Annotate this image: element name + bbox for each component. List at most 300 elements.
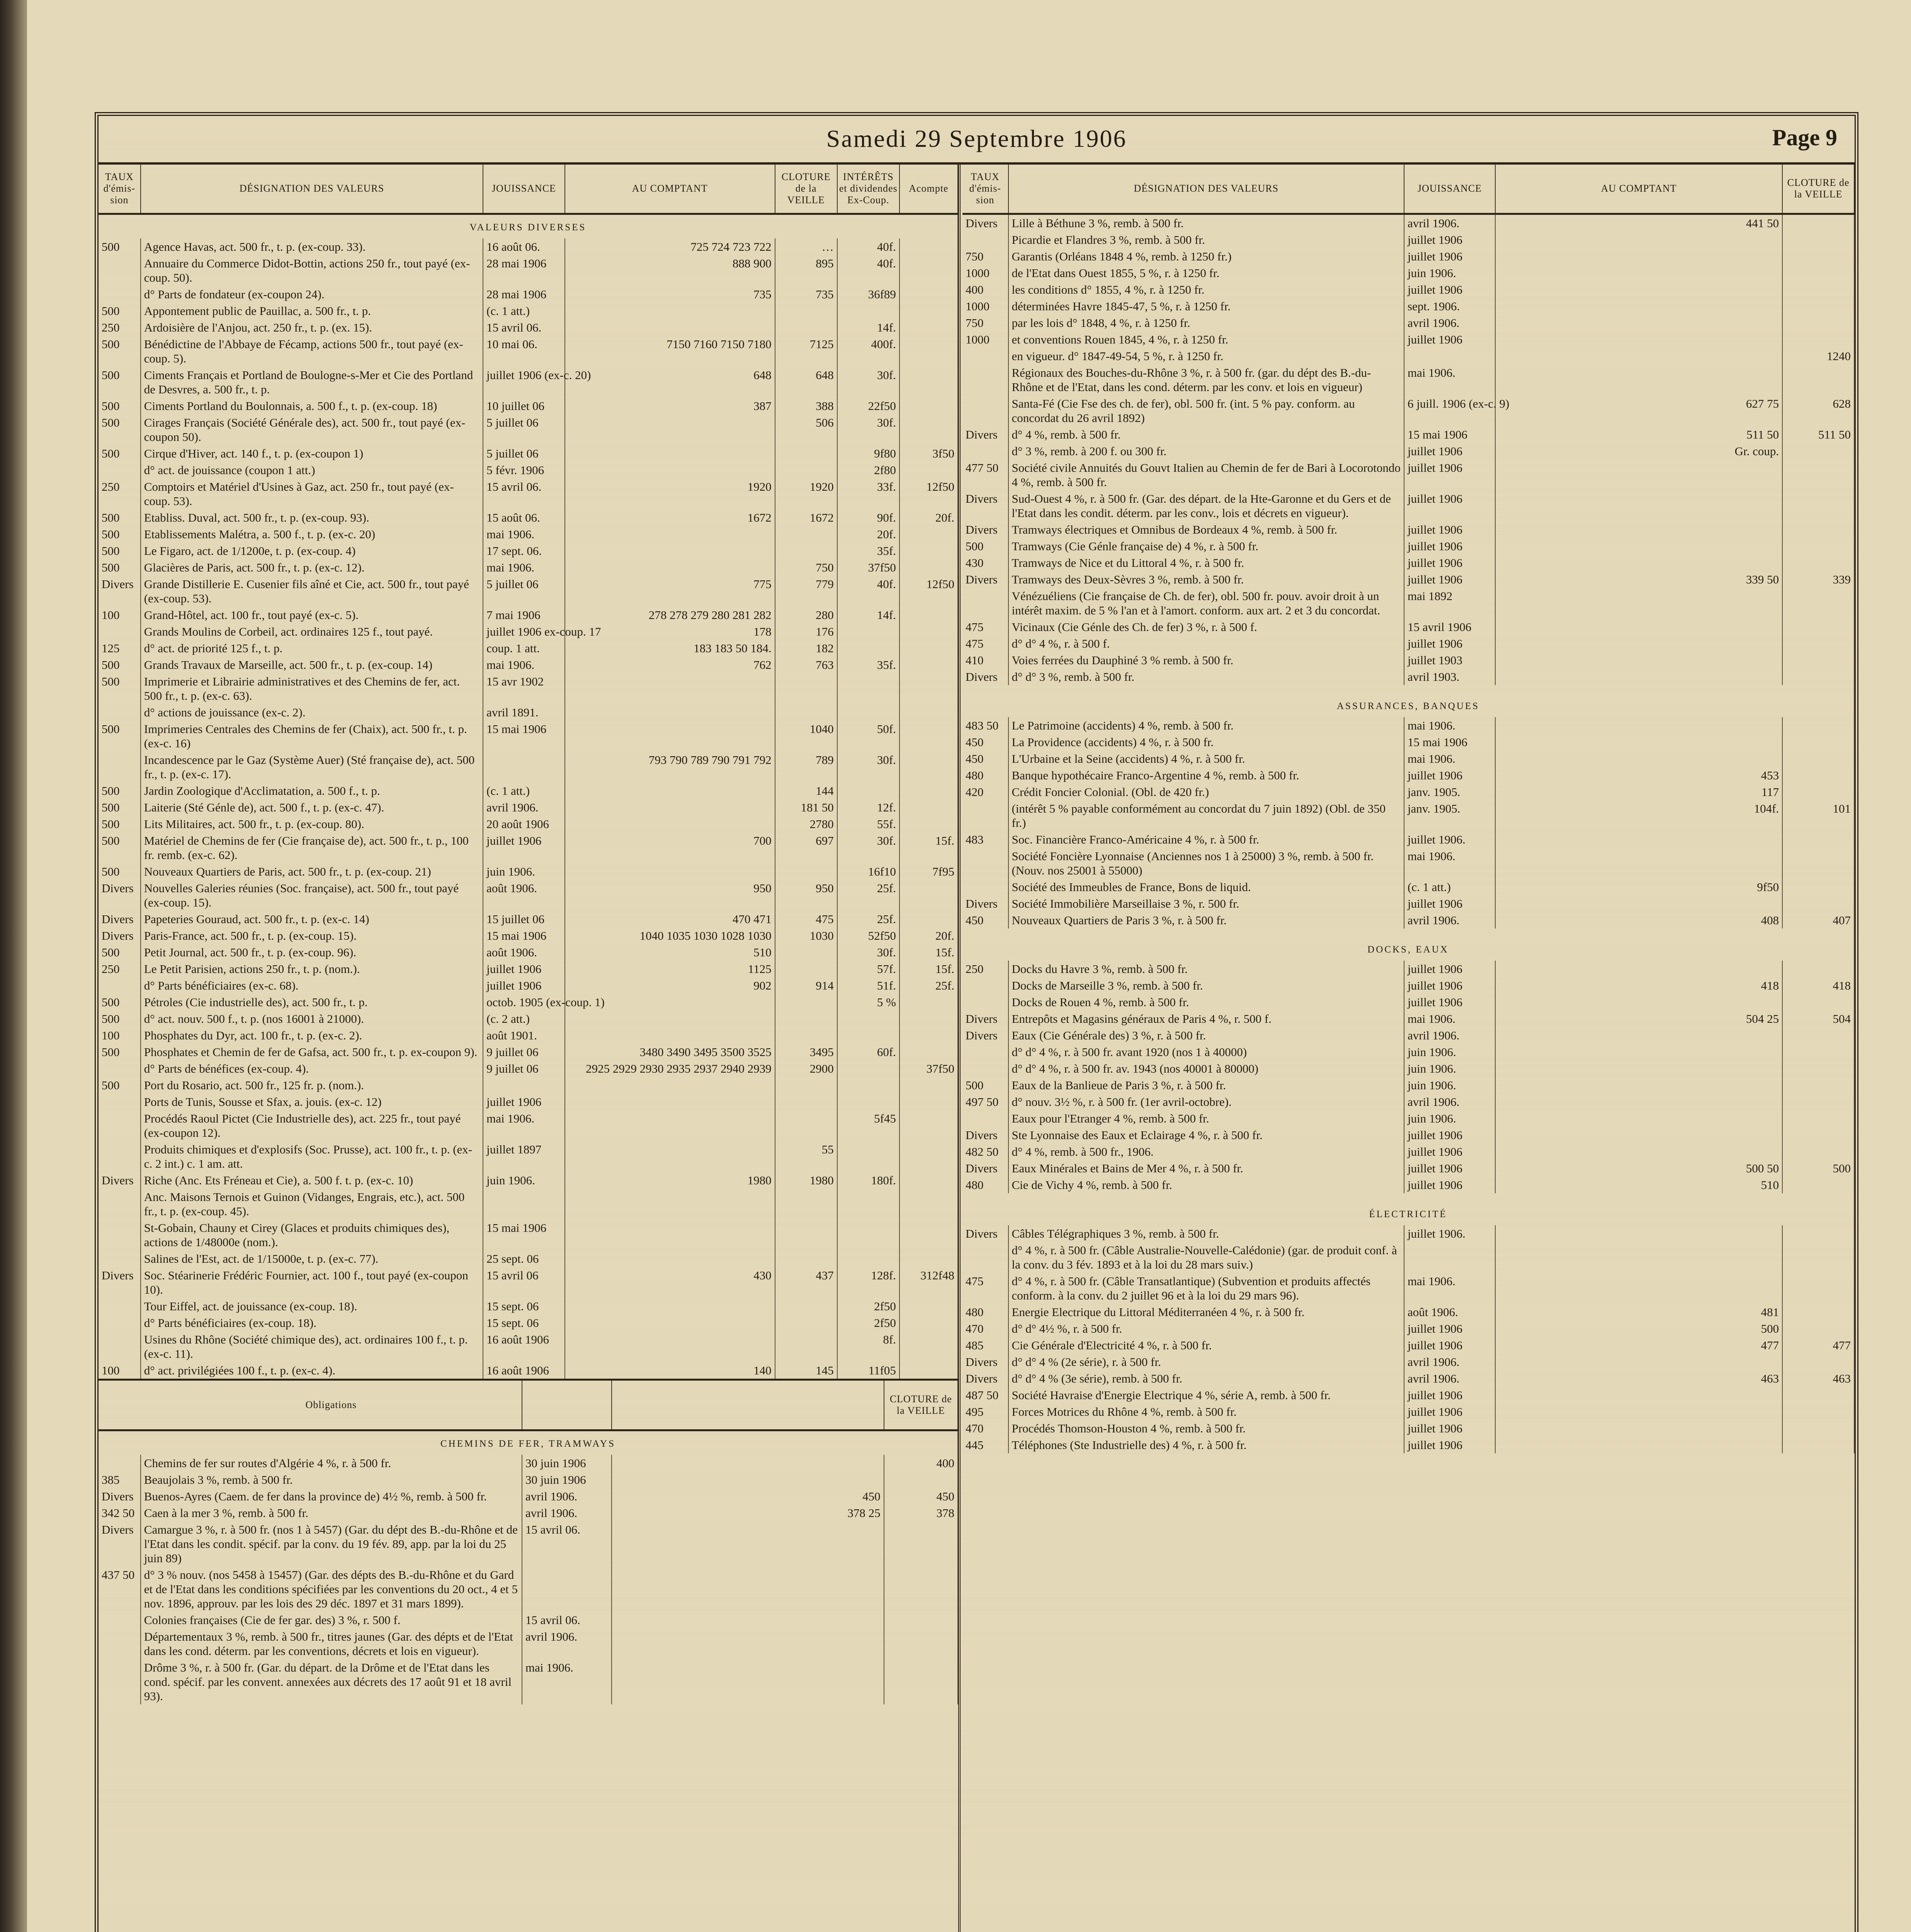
- cloture-cell: 511 50: [1782, 426, 1854, 443]
- comptant-cell: 378 25: [612, 1505, 884, 1521]
- cloture-cell: [884, 1659, 958, 1704]
- quote-row: [962, 1077, 1854, 1094]
- cloture-cell: 500: [1782, 1160, 1854, 1177]
- quote-row: [99, 1298, 958, 1315]
- comptant-cell: 1920: [565, 478, 775, 509]
- quote-row: [99, 961, 958, 977]
- comptant-cell: [565, 721, 775, 752]
- cloture-cell: 1672: [775, 509, 837, 526]
- quote-row: [99, 1250, 958, 1267]
- acompte-cell: [899, 1044, 958, 1060]
- quote-row: [962, 443, 1854, 459]
- jouissance-cell: (c. 1 att.): [483, 782, 565, 799]
- quote-row: [99, 255, 958, 286]
- comptant-cell: 450: [612, 1488, 884, 1505]
- acompte-cell: [899, 911, 958, 927]
- jouissance-cell: [1404, 348, 1495, 364]
- cloture-cell: 2780: [775, 816, 837, 832]
- comptant-cell: [1495, 831, 1782, 848]
- acompte-cell: [899, 1250, 958, 1267]
- jouissance-cell: juin 1906.: [1404, 1077, 1495, 1094]
- excoup-cell: [837, 782, 899, 799]
- excoup-cell: 50f.: [837, 721, 899, 752]
- acompte-cell: [899, 336, 958, 367]
- jouissance-cell: 15 avril 06.: [483, 319, 565, 336]
- jouissance-cell: juillet 1906: [1404, 1160, 1495, 1177]
- designation-cell: d° Parts bénéficiaires (ex-coup. 18).: [141, 1315, 483, 1331]
- taux-cell: Divers: [99, 1488, 141, 1505]
- cloture-cell: 950: [775, 880, 837, 911]
- comptant-cell: [1495, 1387, 1782, 1403]
- designation-cell: d° Parts de bénéfices (ex-coup. 4).: [141, 1060, 483, 1077]
- quote-row: [962, 490, 1854, 521]
- taux-cell: [99, 623, 141, 640]
- comptant-cell: [1495, 652, 1782, 668]
- quote-row: [962, 1337, 1854, 1354]
- quote-row: [99, 1488, 958, 1505]
- designation-cell: Anc. Maisons Ternois et Guinon (Vidanges, Engrais, etc.), act. 500 fr., t. p. (ex-coup. 45).: [141, 1189, 483, 1219]
- taux-cell: 470: [962, 1320, 1008, 1337]
- jouissance-cell: 16 août 1906: [483, 1331, 565, 1362]
- designation-cell: (intérêt 5 % payable conformément au concordat du 7 juin 1892) (Obl. de 350 fr.): [1008, 800, 1404, 831]
- taux-cell: 500: [99, 782, 141, 799]
- taux-cell: Divers: [962, 521, 1008, 538]
- quote-row: [99, 576, 958, 607]
- section-heading-row: [99, 1430, 958, 1455]
- comptant-cell: 510: [565, 944, 775, 961]
- cloture-cell: [775, 704, 837, 721]
- left-header-row: [99, 164, 958, 214]
- quote-row: [99, 1010, 958, 1027]
- quote-row: [962, 879, 1854, 895]
- taux-cell: 250: [99, 961, 141, 977]
- spacer-row: [962, 1193, 1854, 1202]
- comptant-cell: [1495, 588, 1782, 619]
- jouissance-cell: 10 mai 06.: [483, 336, 565, 367]
- comptant-cell: 950: [565, 880, 775, 911]
- cloture-cell: 3495: [775, 1044, 837, 1060]
- comptant-cell: [1495, 490, 1782, 521]
- taux-cell: 450: [962, 912, 1008, 929]
- comptant-cell: [565, 1010, 775, 1027]
- cloture-cell: [775, 1298, 837, 1315]
- jouissance-cell: juillet 1906: [1404, 1320, 1495, 1337]
- jouissance-cell: juillet 1906: [1404, 521, 1495, 538]
- quote-row: [962, 619, 1854, 635]
- designation-cell: Eaux (Cie Générale des) 3 %, r. à 500 fr.: [1008, 1027, 1404, 1044]
- designation-cell: déterminées Havre 1845-47, 5 %, r. à 1250 fr.: [1008, 298, 1404, 315]
- taux-cell: 1000: [962, 298, 1008, 315]
- spacer-row: [962, 929, 1854, 937]
- designation-cell: en vigueur. d° 1847-49-54, 5 %, r. à 1250 fr.: [1008, 348, 1404, 364]
- taux-cell: [962, 1060, 1008, 1077]
- designation-cell: Cie de Vichy 4 %, remb. à 500 fr.: [1008, 1177, 1404, 1193]
- quote-row: [99, 1521, 958, 1566]
- taux-cell: Divers: [962, 426, 1008, 443]
- quote-row: [99, 623, 958, 640]
- cloture-cell: [1782, 331, 1854, 348]
- taux-cell: Divers: [962, 214, 1008, 232]
- designation-cell: d° d° 4 %, r. à 500 f.: [1008, 635, 1404, 652]
- acompte-cell: [899, 543, 958, 559]
- taux-cell: [99, 1315, 141, 1331]
- quote-row: [99, 1141, 958, 1172]
- cloture-cell: [775, 1189, 837, 1219]
- jouissance-cell: juillet 1906: [1404, 977, 1495, 994]
- comptant-cell: [1495, 668, 1782, 685]
- taux-cell: Divers: [99, 1521, 141, 1566]
- taux-cell: 485: [962, 1337, 1008, 1354]
- jouissance-cell: avril 1891.: [483, 704, 565, 721]
- left-quotes-table: [99, 164, 958, 1379]
- taux-cell: Divers: [99, 1172, 141, 1189]
- taux-cell: 750: [962, 248, 1008, 265]
- taux-cell: 500: [99, 1044, 141, 1060]
- quote-row: [99, 752, 958, 782]
- left-body: [99, 214, 958, 1379]
- col-designation-right: DÉSIGNATION DES VALEURS: [1008, 164, 1404, 214]
- designation-cell: d° act. de priorité 125 f., t. p.: [141, 640, 483, 656]
- cloture-cell: [1782, 784, 1854, 800]
- acompte-cell: [899, 607, 958, 623]
- quote-row: [99, 704, 958, 721]
- comptant-cell: 888 900: [565, 255, 775, 286]
- designation-cell: Grands Moulins de Corbeil, act. ordinaires 125 f., tout payé.: [141, 623, 483, 640]
- quote-row: [99, 640, 958, 656]
- cloture-cell: [1782, 1354, 1854, 1370]
- cloture-cell: 750: [775, 559, 837, 576]
- comptant-cell: [1495, 619, 1782, 635]
- designation-cell: d° 4 %, r. à 500 fr. (Câble Transatlantique) (Subvention et produits affectés conform. à la conv. du 2 juillet 96 et à la loi du 29 mars 96).: [1008, 1273, 1404, 1304]
- acompte-cell: [899, 782, 958, 799]
- comptant-cell: [1495, 1403, 1782, 1420]
- designation-cell: Petit Journal, act. 500 fr., t. p. (ex-coup. 96).: [141, 944, 483, 961]
- excoup-cell: 12f.: [837, 799, 899, 816]
- jouissance-cell: août 1901.: [483, 1027, 565, 1044]
- designation-cell: d° act. de jouissance (coupon 1 att.): [141, 462, 483, 478]
- cloture-cell: [1782, 668, 1854, 685]
- cloture-cell: 1920: [775, 478, 837, 509]
- taux-cell: 480: [962, 1177, 1008, 1193]
- quote-row: [962, 1242, 1854, 1273]
- taux-cell: 500: [962, 1077, 1008, 1094]
- comptant-cell: 504 25: [1495, 1010, 1782, 1027]
- excoup-cell: 57f.: [837, 961, 899, 977]
- cloture-cell: [775, 1027, 837, 1044]
- taux-cell: [99, 704, 141, 721]
- jouissance-cell: 15 mai 1906: [1404, 734, 1495, 750]
- cloture-cell: [1782, 1437, 1854, 1453]
- taux-cell: 430: [962, 554, 1008, 571]
- taux-cell: 250: [99, 478, 141, 509]
- obligations-table: [99, 1381, 958, 1704]
- jouissance-cell: [483, 752, 565, 782]
- quote-row: [99, 1331, 958, 1362]
- quote-row: [962, 784, 1854, 800]
- acompte-cell: [899, 721, 958, 752]
- excoup-cell: 90f.: [837, 509, 899, 526]
- cloture-cell: [1782, 459, 1854, 490]
- jouissance-cell: [1404, 1242, 1495, 1273]
- quote-row: [962, 538, 1854, 554]
- quote-row: [962, 668, 1854, 685]
- taux-cell: 475: [962, 1273, 1008, 1304]
- designation-cell: La Providence (accidents) 4 %, r. à 500 fr.: [1008, 734, 1404, 750]
- excoup-cell: [837, 1077, 899, 1094]
- comptant-cell: [565, 799, 775, 816]
- taux-cell: 500: [99, 509, 141, 526]
- jouissance-cell: janv. 1905.: [1404, 800, 1495, 831]
- jouissance-cell: juillet 1906: [483, 977, 565, 994]
- cloture-cell: 735: [775, 286, 837, 303]
- page-number: Page 9: [1772, 125, 1837, 150]
- quote-row: [962, 831, 1854, 848]
- jouissance-cell: avril 1906.: [522, 1505, 612, 1521]
- jouissance-cell: 15 avril 06: [483, 1267, 565, 1298]
- excoup-cell: 30f.: [837, 752, 899, 782]
- excoup-cell: [837, 1250, 899, 1267]
- taux-cell: Divers: [962, 895, 1008, 912]
- quote-row: [962, 961, 1854, 977]
- quote-row: [962, 635, 1854, 652]
- acompte-cell: 12f50: [899, 576, 958, 607]
- quote-row: [99, 303, 958, 319]
- designation-cell: Société Havraise d'Energie Electrique 4 %, série A, remb. à 500 fr.: [1008, 1387, 1404, 1403]
- excoup-cell: 52f50: [837, 927, 899, 944]
- excoup-cell: 2f50: [837, 1315, 899, 1331]
- taux-cell: [99, 1219, 141, 1250]
- comptant-cell: [1495, 1110, 1782, 1127]
- col-taux-right: TAUX d'émis-sion: [962, 164, 1008, 214]
- col-excoup-label: Ex-Coup.: [847, 194, 889, 206]
- excoup-cell: 14f.: [837, 319, 899, 336]
- quote-row: [99, 816, 958, 832]
- comptant-cell: [565, 462, 775, 478]
- excoup-cell: [837, 1141, 899, 1172]
- cloture-cell: [1782, 961, 1854, 977]
- designation-cell: Cirque d'Hiver, act. 140 f., t. p. (ex-coupon 1): [141, 445, 483, 462]
- cloture-cell: 895: [775, 255, 837, 286]
- quote-row: [962, 800, 1854, 831]
- comptant-cell: [1495, 538, 1782, 554]
- page-header: [99, 116, 1855, 165]
- acompte-cell: [899, 1141, 958, 1172]
- excoup-cell: [837, 1094, 899, 1110]
- comptant-cell: 117: [1495, 784, 1782, 800]
- designation-cell: d° nouv. 3½ %, r. à 500 fr. (1er avril-octobre).: [1008, 1094, 1404, 1110]
- quote-row: [99, 478, 958, 509]
- comptant-cell: [1495, 298, 1782, 315]
- comptant-cell: 140: [565, 1362, 775, 1379]
- designation-cell: d° 4 %, r. à 500 fr. (Câble Australie-Nouvelle-Calédonie) (gar. de produit conf. à la conv. du 3 fév. 1893 et à la loi du 28 mars suiv.): [1008, 1242, 1404, 1273]
- cloture-cell: [1782, 879, 1854, 895]
- cloture-cell: [884, 1566, 958, 1612]
- quote-row: [962, 1160, 1854, 1177]
- excoup-cell: 35f.: [837, 543, 899, 559]
- cloture-cell: [1782, 364, 1854, 395]
- quote-row: [962, 977, 1854, 994]
- cloture-cell: 388: [775, 398, 837, 414]
- excoup-cell: 25f.: [837, 911, 899, 927]
- col-cloture: CLOTURE de la VEILLE: [775, 164, 837, 214]
- taux-cell: 500: [99, 673, 141, 704]
- designation-cell: Nouveaux Quartiers de Paris 3 %, r. à 500 fr.: [1008, 912, 1404, 929]
- comptant-cell: 700: [565, 832, 775, 863]
- taux-cell: 500: [99, 445, 141, 462]
- jouissance-cell: juillet 1906: [1404, 1127, 1495, 1143]
- jouissance-cell: 5 juillet 06: [483, 445, 565, 462]
- cloture-cell: [775, 1094, 837, 1110]
- jouissance-cell: 16 août 1906: [483, 1362, 565, 1379]
- cloture-cell: [1782, 895, 1854, 912]
- comptant-cell: [1495, 265, 1782, 281]
- taux-cell: Divers: [99, 911, 141, 927]
- quote-row: [99, 911, 958, 927]
- quote-row: [962, 214, 1854, 232]
- cloture-cell: [1782, 490, 1854, 521]
- comptant-cell: [565, 782, 775, 799]
- excoup-cell: [837, 673, 899, 704]
- col-interets: INTÉRÊTS et dividendes: [839, 171, 898, 194]
- jouissance-cell: [483, 1077, 565, 1094]
- acompte-cell: 15f.: [899, 832, 958, 863]
- comptant-cell: 511 50: [1495, 426, 1782, 443]
- quote-row: [99, 1612, 958, 1628]
- acompte-cell: [899, 623, 958, 640]
- designation-cell: Eaux Minérales et Bains de Mer 4 %, r. à 500 fr.: [1008, 1160, 1404, 1177]
- cloture-cell: [1782, 1060, 1854, 1077]
- taux-cell: 480: [962, 1304, 1008, 1320]
- cloture-cell: [1782, 315, 1854, 331]
- comptant-cell: [1495, 364, 1782, 395]
- quote-row: [99, 526, 958, 543]
- comptant-cell: 278 278 279 280 281 282: [565, 607, 775, 623]
- taux-cell: 480: [962, 767, 1008, 784]
- designation-cell: Banque hypothécaire Franco-Argentine 4 %, remb. à 500 fr.: [1008, 767, 1404, 784]
- quote-row: [99, 1027, 958, 1044]
- cloture-cell: [775, 1250, 837, 1267]
- cloture-cell: [1782, 443, 1854, 459]
- quote-row: [99, 782, 958, 799]
- jouissance-cell: août 1906.: [483, 944, 565, 961]
- cloture-cell: [1782, 1320, 1854, 1337]
- cloture-cell: [884, 1471, 958, 1488]
- cloture-cell: [775, 319, 837, 336]
- acompte-cell: [899, 1298, 958, 1315]
- cloture-cell: 280: [775, 607, 837, 623]
- cloture-cell: 181 50: [775, 799, 837, 816]
- excoup-cell: [837, 303, 899, 319]
- excoup-cell: 5 %: [837, 994, 899, 1010]
- quote-row: [99, 286, 958, 303]
- taux-cell: 500: [99, 526, 141, 543]
- cloture-cell: [775, 1110, 837, 1141]
- cloture-cell: 437: [775, 1267, 837, 1298]
- excoup-cell: [837, 1060, 899, 1077]
- acompte-cell: [899, 673, 958, 704]
- comptant-cell: 500 50: [1495, 1160, 1782, 1177]
- acompte-cell: [899, 1362, 958, 1379]
- cloture-cell: [1782, 1077, 1854, 1094]
- quote-row: [962, 1370, 1854, 1387]
- cloture-cell: [775, 994, 837, 1010]
- acompte-cell: 12f50: [899, 478, 958, 509]
- quote-row: [99, 1110, 958, 1141]
- comptant-cell: [1495, 1094, 1782, 1110]
- excoup-cell: 40f.: [837, 238, 899, 255]
- jouissance-cell: juillet 1906: [1404, 1177, 1495, 1193]
- jouissance-cell: juillet 1906: [1404, 248, 1495, 265]
- cloture-cell: [1782, 298, 1854, 315]
- taux-cell: [99, 752, 141, 782]
- acompte-cell: 15f.: [899, 944, 958, 961]
- cloture-cell: 55: [775, 1141, 837, 1172]
- cloture-cell: [775, 303, 837, 319]
- cloture-cell: 182: [775, 640, 837, 656]
- acompte-cell: [899, 1077, 958, 1094]
- designation-cell: Départementaux 3 %, remb. à 500 fr., titres jaunes (Gar. des dépts et de l'Etat dans les cond. déterm. par les conventions, décrets et lois en vigueur).: [141, 1628, 522, 1659]
- cloture-cell: [1782, 848, 1854, 879]
- designation-cell: Glacières de Paris, act. 500 fr., t. p. (ex-c. 12).: [141, 559, 483, 576]
- comptant-cell: [565, 526, 775, 543]
- taux-cell: [99, 1094, 141, 1110]
- acompte-cell: [899, 1189, 958, 1219]
- excoup-cell: 22f50: [837, 398, 899, 414]
- comptant-cell: [1495, 1225, 1782, 1242]
- designation-cell: Procédés Thomson-Houston 4 %, remb. à 500 fr.: [1008, 1420, 1404, 1437]
- cloture-cell: [1782, 750, 1854, 767]
- jouissance-cell: sept. 1906.: [1404, 298, 1495, 315]
- cloture-cell: [1782, 619, 1854, 635]
- comptant-cell: [565, 543, 775, 559]
- col-comptant-right: AU COMPTANT: [1495, 164, 1782, 214]
- comptant-cell: 510: [1495, 1177, 1782, 1193]
- taux-cell: Divers: [962, 1127, 1008, 1143]
- quote-row: [99, 414, 958, 445]
- acompte-cell: [899, 303, 958, 319]
- comptant-cell: [1495, 961, 1782, 977]
- quote-row: [99, 656, 958, 673]
- jouissance-cell: juillet 1906 ex-coup. 17: [483, 623, 565, 640]
- acompte-cell: [899, 238, 958, 255]
- acompte-cell: [899, 994, 958, 1010]
- comptant-cell: [565, 863, 775, 880]
- jouissance-cell: 6 juill. 1906 (ex-c. 9): [1404, 395, 1495, 426]
- cloture-cell: 628: [1782, 395, 1854, 426]
- designation-cell: d° 3 %, remb. à 200 f. ou 300 fr.: [1008, 443, 1404, 459]
- taux-cell: 500: [99, 944, 141, 961]
- jouissance-cell: juillet 1906: [483, 1094, 565, 1110]
- cloture-cell: [1782, 734, 1854, 750]
- designation-cell: Garantis (Orléans 1848 4 %, remb. à 1250 fr.): [1008, 248, 1404, 265]
- jouissance-cell: juillet 1906: [1404, 1437, 1495, 1453]
- quote-row: [99, 832, 958, 863]
- quote-row: [99, 1219, 958, 1250]
- designation-cell: Tour Eiffel, act. de jouissance (ex-coup. 18).: [141, 1298, 483, 1315]
- comptant-cell: [1495, 1044, 1782, 1060]
- quote-row: [962, 1127, 1854, 1143]
- taux-cell: 497 50: [962, 1094, 1008, 1110]
- designation-cell: Bénédictine de l'Abbaye de Fécamp, actions 500 fr., tout payé (ex-coup. 5).: [141, 336, 483, 367]
- taux-cell: Divers: [962, 571, 1008, 588]
- taux-cell: Divers: [962, 668, 1008, 685]
- quote-row: [962, 734, 1854, 750]
- comptant-cell: [565, 1219, 775, 1250]
- quote-row: [962, 1420, 1854, 1437]
- designation-cell: Forces Motrices du Rhône 4 %, remb. à 500 fr.: [1008, 1403, 1404, 1420]
- taux-cell: 500: [99, 238, 141, 255]
- jouissance-cell: 15 mai 1906: [483, 1219, 565, 1250]
